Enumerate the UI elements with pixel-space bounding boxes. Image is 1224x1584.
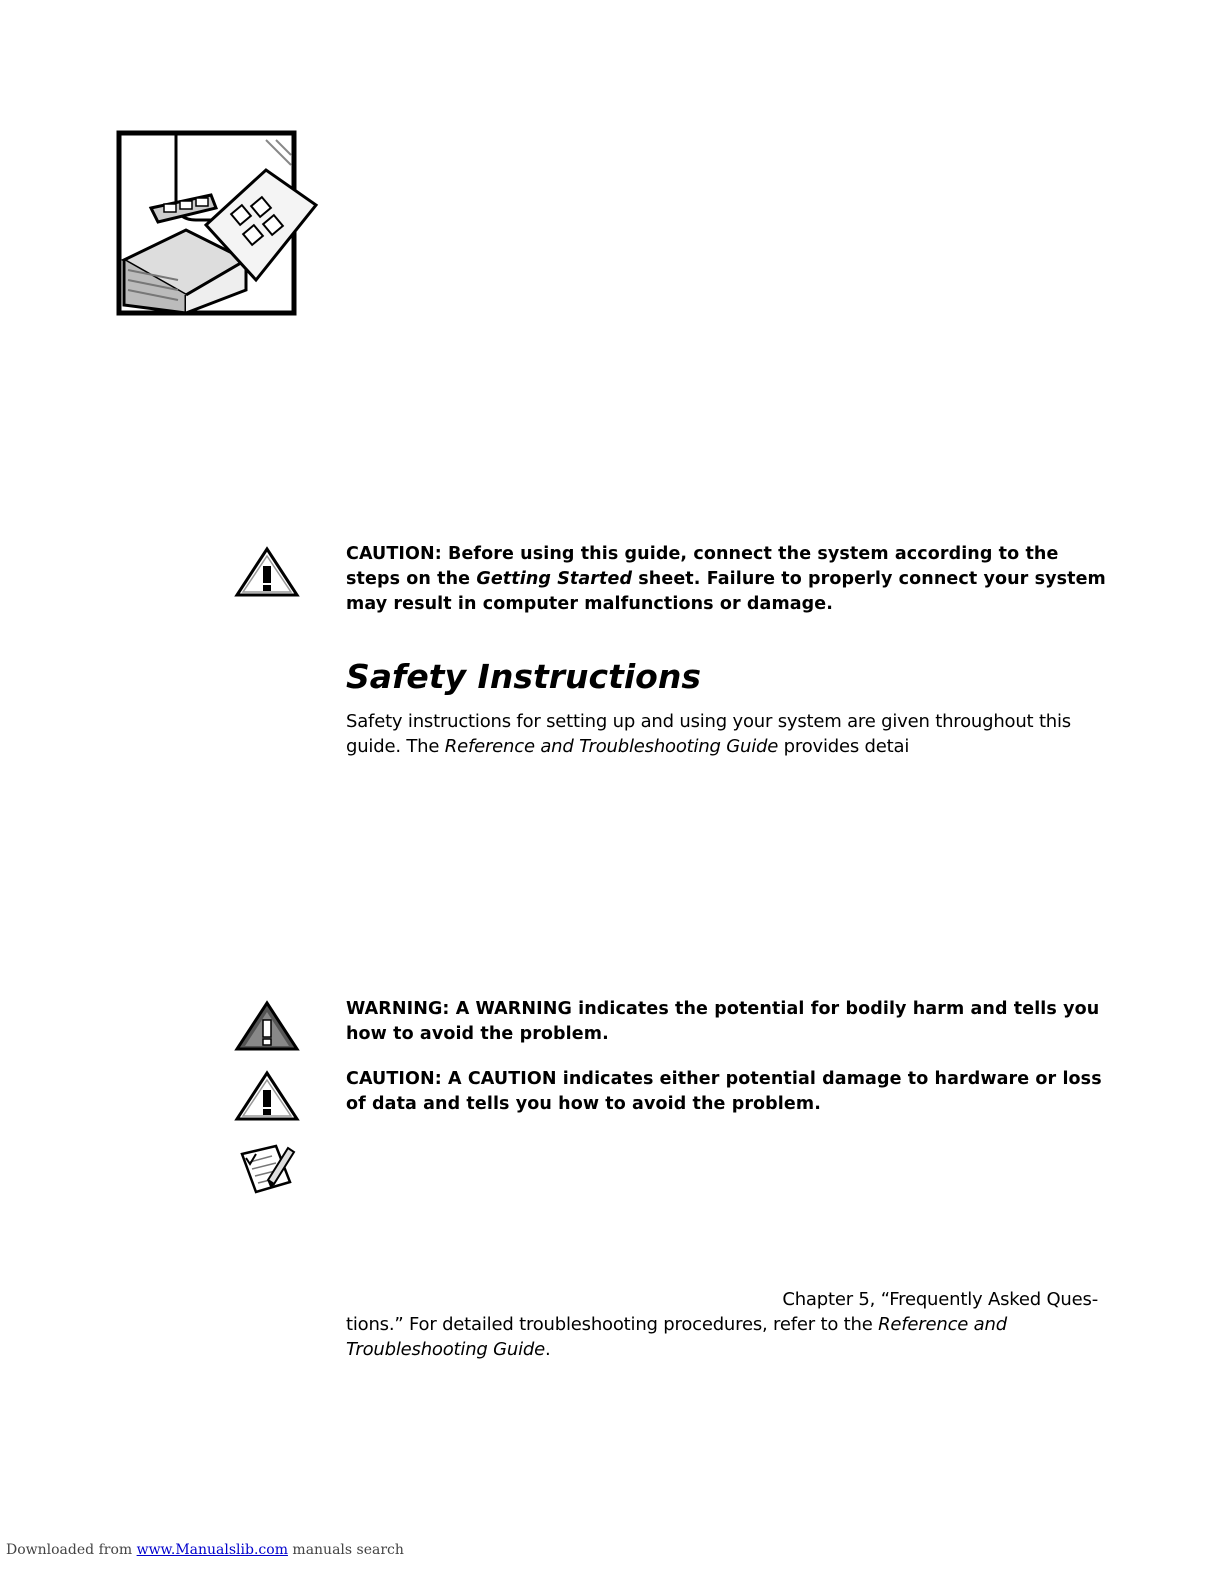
warning-triangle-icon bbox=[234, 1000, 300, 1052]
safety-intro-paragraph: Safety instructions for setting up and using your system are given throughout this guide. The Reference and Troubleshooting Guide provides detai bbox=[346, 711, 1071, 757]
caution-triangle-icon bbox=[234, 1070, 300, 1122]
section-title: Safety Instructions bbox=[346, 657, 701, 696]
note-pencil-icon bbox=[238, 1142, 296, 1194]
faq-reference-paragraph: Chapter 5, “Frequently Asked Ques- tions.” For detailed troubleshooting procedures, refer to the Reference and Troubleshooting Guide. bbox=[346, 1289, 1098, 1360]
caution-notice: CAUTION: A CAUTION indicates either potential damage to hardware or loss of data and tells you how to avoid the problem. bbox=[346, 1069, 1102, 1114]
caution-intro-notice: CAUTION: Before using this guide, connect the system according to the steps on the Getting Started sheet. Failure to properly connect your system may result in computer malfunctions or damage. bbox=[346, 544, 1106, 614]
warning-notice: WARNING: A WARNING indicates the potential for bodily harm and tells you how to avoid the problem. bbox=[346, 999, 1100, 1044]
book-and-circuit-card-icon bbox=[116, 130, 320, 316]
manualslib-link[interactable]: www.Manualslib.com bbox=[136, 1542, 288, 1558]
download-footer: Downloaded from www.Manualslib.com manuals search bbox=[6, 1542, 404, 1558]
caution-triangle-icon bbox=[234, 546, 300, 598]
